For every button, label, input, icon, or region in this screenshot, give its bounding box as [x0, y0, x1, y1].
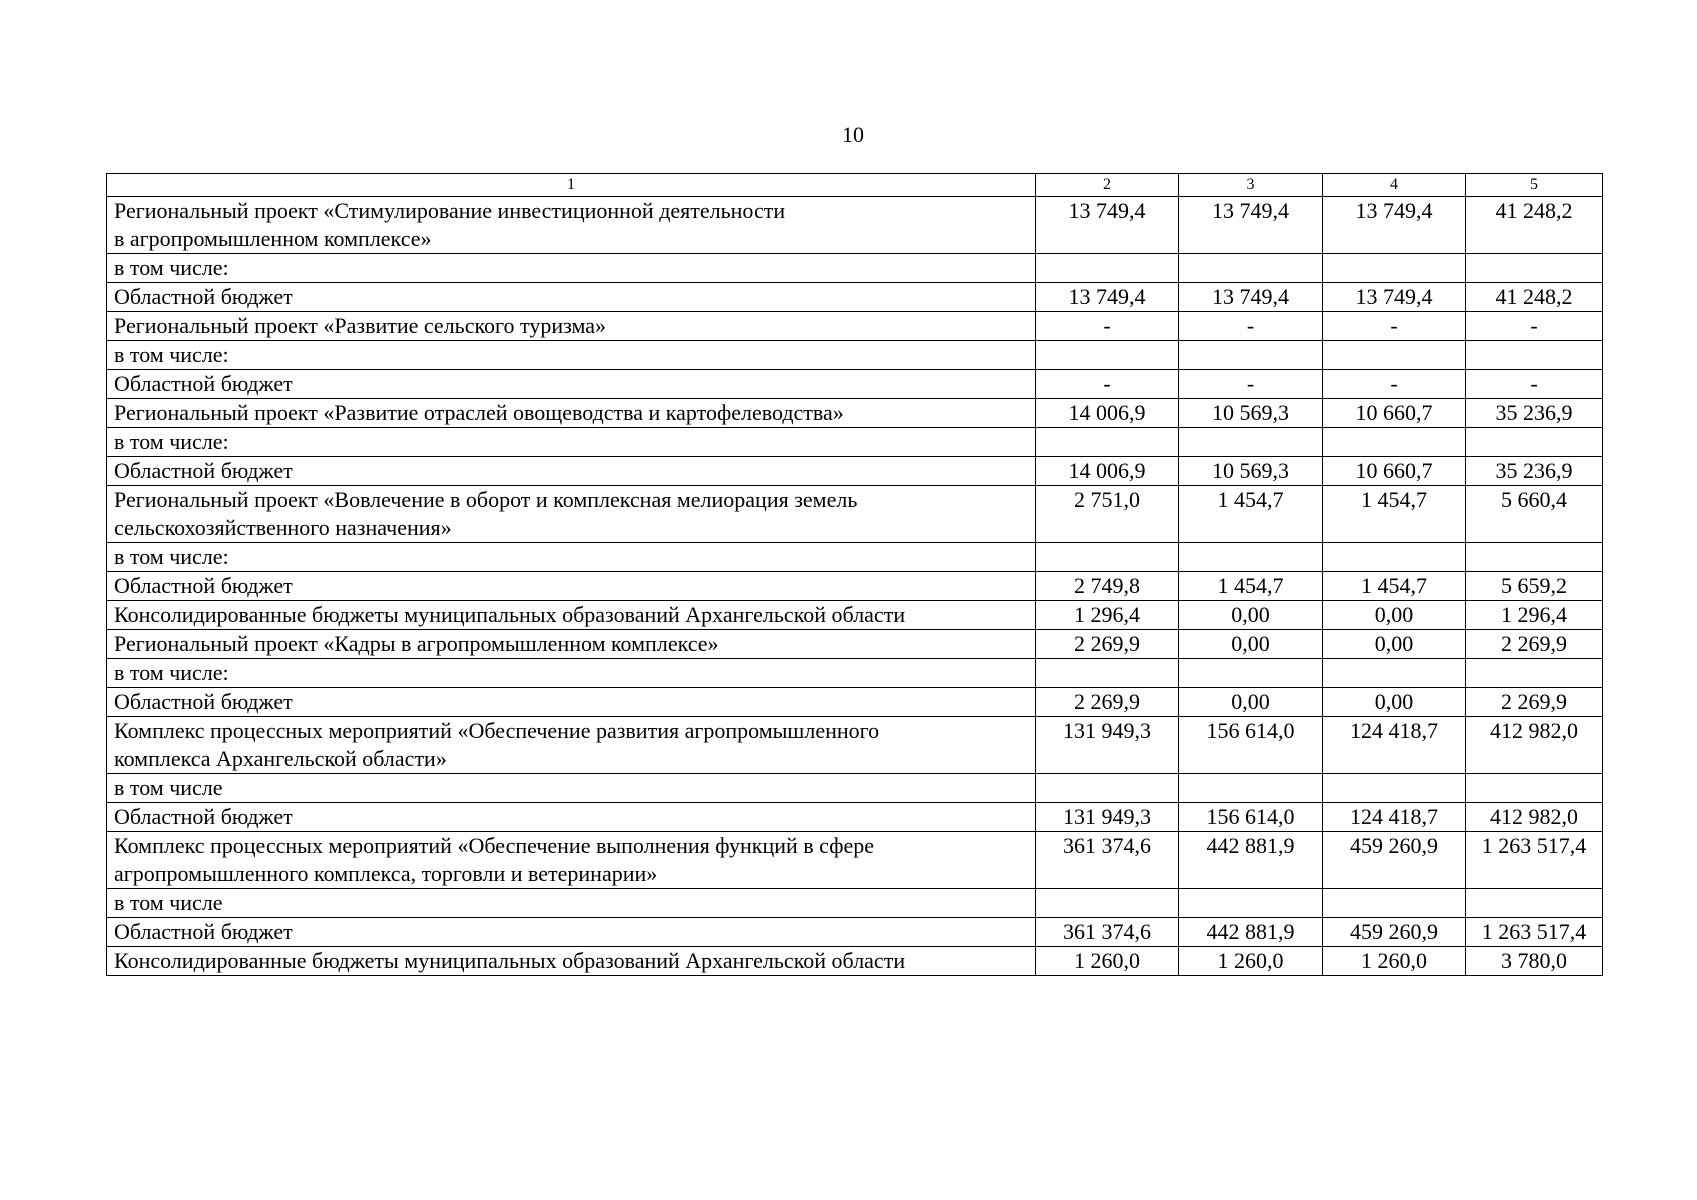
value-cell [1179, 774, 1323, 803]
value-cell: 0,00 [1179, 688, 1323, 717]
value-cell: - [1036, 370, 1179, 399]
value-cell [1179, 428, 1323, 457]
value-cell: 1 260,0 [1179, 947, 1323, 976]
value-cell: 459 260,9 [1323, 832, 1466, 889]
value-cell: - [1466, 370, 1603, 399]
value-cell [1466, 774, 1603, 803]
value-cell: 2 269,9 [1036, 688, 1179, 717]
value-cell: 3 780,0 [1466, 947, 1603, 976]
value-cell [1036, 774, 1179, 803]
table-row [107, 832, 1603, 889]
value-cell: 13 749,4 [1179, 283, 1323, 312]
row-label: в том числе [107, 774, 1036, 803]
value-cell: 0,00 [1323, 601, 1466, 630]
value-cell: - [1036, 312, 1179, 341]
value-cell: 459 260,9 [1323, 918, 1466, 947]
value-cell [1323, 889, 1466, 918]
row-label: Региональный проект «Вовлечение в оборот и комплексная мелиорация земель сельскохозяйственного назначения» [107, 486, 1036, 543]
table-row [107, 428, 1603, 457]
table-row [107, 659, 1603, 688]
value-cell [1179, 341, 1323, 370]
row-label: Областной бюджет [107, 572, 1036, 601]
value-cell: 41 248,2 [1466, 197, 1603, 254]
table-row [107, 601, 1603, 630]
value-cell: 0,00 [1323, 630, 1466, 659]
page-number: 10 [842, 122, 864, 147]
table-row [107, 947, 1603, 976]
budget-table-body [107, 174, 1603, 976]
row-label: Областной бюджет [107, 803, 1036, 832]
row-label: Областной бюджет [107, 283, 1036, 312]
value-cell: 1 263 517,4 [1466, 832, 1603, 889]
value-cell [1323, 428, 1466, 457]
column-number: 2 [1036, 174, 1179, 197]
value-cell: 2 269,9 [1466, 630, 1603, 659]
value-cell [1323, 543, 1466, 572]
value-cell: 35 236,9 [1466, 457, 1603, 486]
row-label: в том числе [107, 889, 1036, 918]
row-label: Областной бюджет [107, 918, 1036, 947]
value-cell: 13 749,4 [1323, 283, 1466, 312]
value-cell [1466, 254, 1603, 283]
value-cell: 124 418,7 [1323, 717, 1466, 774]
value-cell: 442 881,9 [1179, 918, 1323, 947]
value-cell [1323, 659, 1466, 688]
row-label: Комплекс процессных мероприятий «Обеспечение выполнения функций в сфере агропромышленного комплекса, торговли и ветеринарии» [107, 832, 1036, 889]
value-cell: 2 749,8 [1036, 572, 1179, 601]
column-number: 1 [107, 174, 1036, 197]
table-row [107, 370, 1603, 399]
value-cell [1036, 341, 1179, 370]
row-label: Консолидированные бюджеты муниципальных образований Архангельской области [107, 947, 1036, 976]
value-cell: 1 454,7 [1179, 486, 1323, 543]
value-cell: 1 454,7 [1179, 572, 1323, 601]
table-row [107, 543, 1603, 572]
value-cell [1036, 659, 1179, 688]
value-cell: 156 614,0 [1179, 803, 1323, 832]
value-cell [1179, 254, 1323, 283]
table-row [107, 918, 1603, 947]
table-row [107, 717, 1603, 774]
value-cell: 1 454,7 [1323, 486, 1466, 543]
value-cell: - [1323, 370, 1466, 399]
value-cell [1323, 254, 1466, 283]
value-cell: - [1323, 312, 1466, 341]
value-cell: 14 006,9 [1036, 457, 1179, 486]
value-cell [1036, 543, 1179, 572]
row-label: Областной бюджет [107, 688, 1036, 717]
table-row [107, 572, 1603, 601]
table-row [107, 312, 1603, 341]
value-cell: 412 982,0 [1466, 717, 1603, 774]
value-cell: 1 296,4 [1036, 601, 1179, 630]
value-cell [1179, 889, 1323, 918]
value-cell [1466, 341, 1603, 370]
value-cell: 5 660,4 [1466, 486, 1603, 543]
value-cell: - [1179, 312, 1323, 341]
table-row [107, 457, 1603, 486]
value-cell: 156 614,0 [1179, 717, 1323, 774]
value-cell: 124 418,7 [1323, 803, 1466, 832]
table-row [107, 254, 1603, 283]
value-cell: 412 982,0 [1466, 803, 1603, 832]
value-cell: 10 660,7 [1323, 399, 1466, 428]
value-cell [1179, 543, 1323, 572]
value-cell: 2 269,9 [1036, 630, 1179, 659]
table-row [107, 197, 1603, 254]
value-cell: 1 260,0 [1036, 947, 1179, 976]
value-cell [1466, 428, 1603, 457]
value-cell: 10 569,3 [1179, 399, 1323, 428]
value-cell [1036, 428, 1179, 457]
row-label: в том числе: [107, 254, 1036, 283]
value-cell: 41 248,2 [1466, 283, 1603, 312]
row-label: Консолидированные бюджеты муниципальных образований Архангельской области [107, 601, 1036, 630]
value-cell: 1 296,4 [1466, 601, 1603, 630]
row-label: Региональный проект «Кадры в агропромышленном комплексе» [107, 630, 1036, 659]
value-cell: - [1466, 312, 1603, 341]
row-label: Комплекс процессных мероприятий «Обеспечение развития агропромышленного комплекса Архангельской области» [107, 717, 1036, 774]
column-number-row [107, 174, 1603, 197]
table-row [107, 803, 1603, 832]
value-cell [1466, 889, 1603, 918]
row-label: Региональный проект «Развитие сельского туризма» [107, 312, 1036, 341]
value-cell: 35 236,9 [1466, 399, 1603, 428]
value-cell: 0,00 [1179, 601, 1323, 630]
value-cell [1466, 543, 1603, 572]
value-cell [1323, 341, 1466, 370]
budget-table [106, 173, 1603, 976]
table-row [107, 341, 1603, 370]
value-cell: 1 260,0 [1323, 947, 1466, 976]
table-row [107, 283, 1603, 312]
value-cell: 13 749,4 [1036, 283, 1179, 312]
table-row [107, 486, 1603, 543]
value-cell: 2 751,0 [1036, 486, 1179, 543]
value-cell [1323, 774, 1466, 803]
table-row [107, 774, 1603, 803]
column-number: 3 [1179, 174, 1323, 197]
row-label: в том числе: [107, 428, 1036, 457]
row-label: в том числе: [107, 341, 1036, 370]
column-number: 5 [1466, 174, 1603, 197]
value-cell: 0,00 [1179, 630, 1323, 659]
value-cell: 442 881,9 [1179, 832, 1323, 889]
row-label: в том числе: [107, 659, 1036, 688]
value-cell: 361 374,6 [1036, 832, 1179, 889]
value-cell: 10 660,7 [1323, 457, 1466, 486]
value-cell: 13 749,4 [1179, 197, 1323, 254]
value-cell [1179, 659, 1323, 688]
value-cell: 13 749,4 [1036, 197, 1179, 254]
column-number: 4 [1323, 174, 1466, 197]
table-row [107, 399, 1603, 428]
value-cell: 14 006,9 [1036, 399, 1179, 428]
value-cell: 1 263 517,4 [1466, 918, 1603, 947]
value-cell: 131 949,3 [1036, 717, 1179, 774]
row-label: Региональный проект «Стимулирование инвестиционной деятельности в агропромышленном комплексе» [107, 197, 1036, 254]
row-label: Областной бюджет [107, 457, 1036, 486]
row-label: в том числе: [107, 543, 1036, 572]
row-label: Областной бюджет [107, 370, 1036, 399]
value-cell: 361 374,6 [1036, 918, 1179, 947]
value-cell: 2 269,9 [1466, 688, 1603, 717]
value-cell: 131 949,3 [1036, 803, 1179, 832]
table-row [107, 688, 1603, 717]
value-cell [1036, 254, 1179, 283]
row-label: Региональный проект «Развитие отраслей овощеводства и картофелеводства» [107, 399, 1036, 428]
value-cell: - [1179, 370, 1323, 399]
value-cell [1036, 889, 1179, 918]
value-cell [1466, 659, 1603, 688]
value-cell: 1 454,7 [1323, 572, 1466, 601]
table-row [107, 630, 1603, 659]
table-row [107, 889, 1603, 918]
value-cell: 10 569,3 [1179, 457, 1323, 486]
value-cell: 13 749,4 [1323, 197, 1466, 254]
value-cell: 5 659,2 [1466, 572, 1603, 601]
value-cell: 0,00 [1323, 688, 1466, 717]
